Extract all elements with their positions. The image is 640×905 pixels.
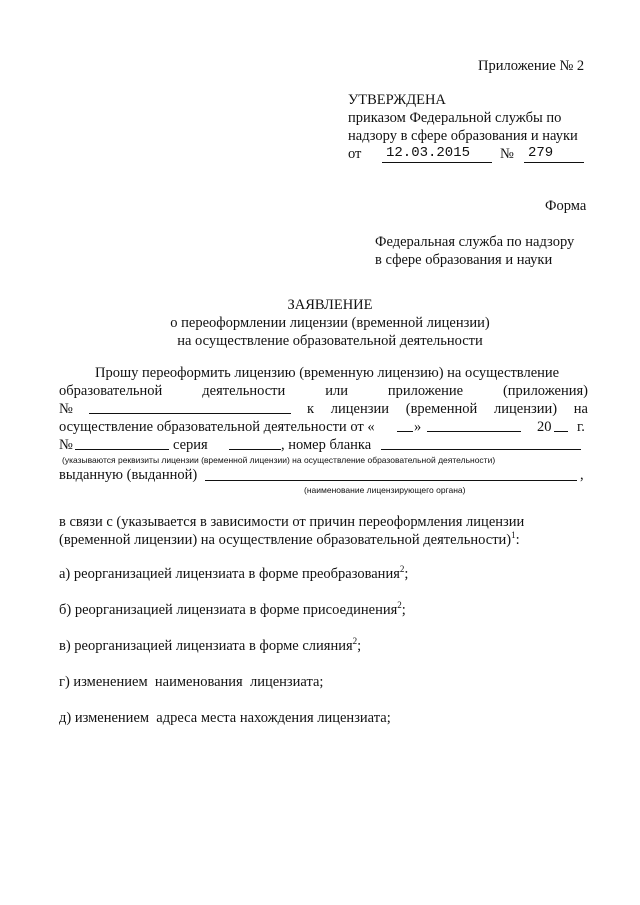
document-subtitle-2: на осуществление образовательной деятельности <box>177 333 483 349</box>
year-prefix: 20 <box>537 419 552 435</box>
comma: , <box>580 467 584 483</box>
month-field[interactable] <box>427 431 521 432</box>
footnote-ref: 2 <box>352 636 358 647</box>
word: образовательной <box>59 383 163 399</box>
document-title: ЗАЯВЛЕНИЕ <box>287 297 373 313</box>
body-line-3-words <box>307 400 588 418</box>
licensing-authority-field[interactable] <box>205 480 577 481</box>
list-item <box>59 637 361 655</box>
footnote-ref: 2 <box>397 600 402 611</box>
word: или <box>325 383 348 399</box>
blank-number-field[interactable] <box>381 449 581 450</box>
list-item-text: в) реорганизацией лицензиата в форме слияния <box>59 638 353 654</box>
license-no-field[interactable] <box>75 449 169 450</box>
reason-line-2 <box>59 531 520 549</box>
word: деятельности <box>202 383 286 399</box>
body-line-3 <box>59 400 588 418</box>
list-item-end: ; <box>357 638 362 654</box>
blank-label: , номер бланка <box>281 437 372 453</box>
number-sign: № <box>59 401 73 417</box>
word: лицензии) <box>494 401 558 417</box>
list-item: д) изменением адреса места нахождения лицензиата; <box>59 710 391 726</box>
footnote-ref: 1 <box>511 530 516 541</box>
issued-line <box>59 466 588 484</box>
addressee-line-2: в сфере образования и науки <box>375 252 553 268</box>
list-item <box>59 565 408 583</box>
year-suffix: г. <box>577 419 585 435</box>
license-number-field[interactable] <box>89 413 291 414</box>
order-line-2: надзору в сфере образования и науки <box>348 128 578 144</box>
word: (приложения) <box>502 383 588 399</box>
word: приложение <box>387 383 464 399</box>
list-item <box>59 601 406 619</box>
order-number: 279 <box>524 144 584 163</box>
reason-line-2-end: : <box>515 532 520 548</box>
series-field[interactable] <box>229 449 281 450</box>
day-field[interactable] <box>397 431 413 432</box>
order-line-1 <box>348 109 588 127</box>
approved-label: УТВЕРЖДЕНА <box>348 92 446 108</box>
quote-close: » <box>414 419 422 435</box>
list-item: г) изменением наименования лицензиата; <box>59 674 324 690</box>
line-4-text: осуществление образовательной деятельности от « <box>59 419 375 435</box>
footnote-ref: 2 <box>399 564 405 575</box>
hint-license-details: (указываются реквизиты лицензии (временной лицензии) на осуществление образовательной деятельности) <box>62 455 496 465</box>
body-line-1: Прошу переоформить лицензию (временную лицензию) на осуществление <box>95 365 560 381</box>
word: на <box>573 401 588 417</box>
year-field[interactable] <box>554 431 568 432</box>
addressee-line-1: Федеральная служба по надзору <box>375 234 575 250</box>
list-item-end: ; <box>401 602 406 618</box>
reason-line-2-text: (временной лицензии) на осуществление образовательной деятельности) <box>59 532 512 548</box>
word: к <box>307 401 315 417</box>
form-label: Форма <box>545 198 587 214</box>
document-subtitle-1: о переоформлении лицензии (временной лицензии) <box>170 315 490 331</box>
list-item-text: а) реорганизацией лицензиата в форме преобразования <box>59 566 400 582</box>
issued-label: выданную (выданной) <box>59 467 198 483</box>
number-sign: № <box>500 146 514 162</box>
body-line-4 <box>59 418 588 436</box>
word: (временной <box>405 401 478 417</box>
list-item-end: ; <box>404 566 409 582</box>
list-item-text: б) реорганизацией лицензиата в форме присоединения <box>59 602 398 618</box>
order-line-1-text: приказом Федеральной службы по <box>348 110 562 126</box>
from-label: от <box>348 146 362 162</box>
order-date-line <box>348 145 588 163</box>
body-line-2 <box>59 382 588 400</box>
hint-licensing-authority: (наименование лицензирующего органа) <box>304 485 466 495</box>
appendix-label: Приложение № 2 <box>478 58 585 74</box>
series-label: серия <box>173 437 208 453</box>
order-date: 12.03.2015 <box>382 144 492 163</box>
word: лицензии <box>330 401 389 417</box>
number-sign: № <box>59 437 73 453</box>
body-line-5 <box>59 436 588 454</box>
reason-line-1: в связи с (указывается в зависимости от причин переоформления лицензии <box>59 514 525 530</box>
